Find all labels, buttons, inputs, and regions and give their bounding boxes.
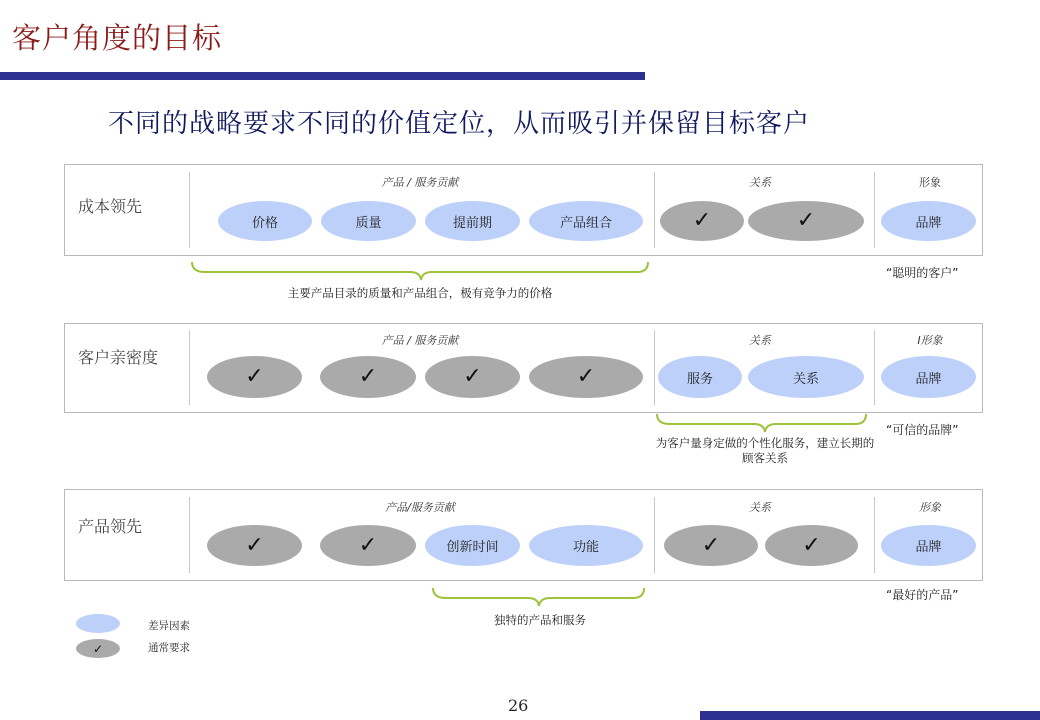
value-oval-brand: 品牌 [881,356,976,398]
row-note-line2: 顾客关系 [742,451,788,465]
value-oval-relationship: 关系 [748,356,864,398]
customer-quote: “可信的品牌” [886,423,959,437]
column-header-image: 形象 [919,176,941,189]
legend-differentiator-label: 差异因素 [148,620,190,632]
value-oval-brand: 品牌 [881,525,976,566]
strategy-name: 产品领先 [78,517,143,536]
check-icon: ✓ [463,364,482,389]
strategy-name: 客户亲密度 [78,348,159,367]
legend-requirement-swatch [76,639,120,658]
column-header-relation: 关系 [749,501,771,514]
divider [189,497,190,573]
checked-oval [207,525,302,566]
page-title: 客户角度的目标 [12,21,223,55]
divider [654,330,655,405]
check-icon: ✓ [576,364,596,389]
check-icon: ✓ [245,532,264,558]
value-oval-brand: 品牌 [881,201,976,241]
value-oval-service: 服务 [658,356,742,398]
value-oval-lead-time: 提前期 [425,201,520,241]
check-icon: ✓ [701,532,721,558]
column-header-product: 产品/服务贡献 [385,501,455,514]
check-icon: ✓ [802,532,821,558]
column-header-product: 产品 / 服务贡献 [381,334,459,347]
check-icon: ✓ [358,532,378,558]
column-header-image: 形象 [919,501,941,514]
value-oval-function: 功能 [529,525,643,566]
check-icon: ✓ [358,364,378,389]
row-note: 独特的产品和服务 [494,613,586,627]
divider [874,330,875,405]
value-oval-innovation-time: 创新时间 [425,525,520,566]
value-oval-quality: 质量 [321,201,416,241]
column-header-relation: 关系 [749,176,771,189]
value-oval-product-mix: 产品组合 [529,201,643,241]
strategy-name: 成本领先 [78,197,143,216]
legend-requirement-label: 通常要求 [148,642,190,654]
check-icon: ✓ [245,364,264,389]
divider [189,330,190,405]
checked-oval [529,356,643,398]
checked-oval [765,525,858,566]
row-note: 主要产品目录的质量和产品组合，极有竞争力的价格 [287,286,553,300]
divider [654,497,655,573]
legend-differentiator-swatch [76,614,120,633]
checked-oval [207,356,302,398]
column-header-relation: 关系 [749,334,771,347]
customer-quote: “最好的产品” [886,588,959,602]
checked-oval [425,356,520,398]
divider [874,497,875,573]
page-number: 26 [508,696,529,715]
footer-accent-bar [700,711,1040,720]
column-header-image: I形象 [917,334,943,347]
slide-subtitle: 不同的战略要求不同的价值定位，从而吸引并保留目标客户 [108,109,811,139]
check-icon: ✓ [92,641,104,656]
check-icon: ✓ [796,208,816,233]
customer-quote: “聪明的客户” [886,266,959,280]
column-header-product: 产品 / 服务贡献 [381,176,459,189]
checked-oval [320,525,416,566]
value-oval-price: 价格 [218,201,312,241]
checked-oval [320,356,416,398]
row-note-line1: 为客户量身定做的个性化服务，建立长期的 [655,436,875,450]
check-icon: ✓ [692,208,712,233]
checked-oval [664,525,758,566]
